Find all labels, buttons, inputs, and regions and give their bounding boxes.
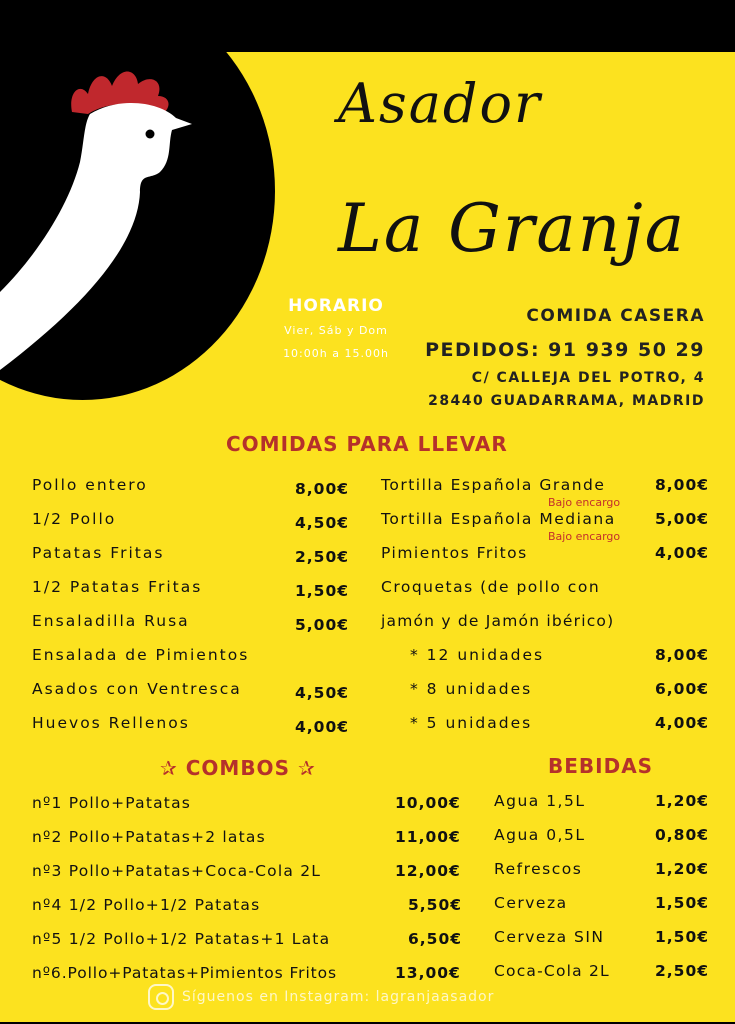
combos-title-block (160, 756, 316, 780)
combos-title: COMBOS (185, 756, 290, 780)
list-item: nº1 Pollo+Patatas (32, 794, 192, 812)
item-price: 4,00€ (655, 714, 710, 732)
instagram-icon (148, 984, 174, 1010)
list-item: Agua 1,5L (494, 792, 586, 810)
brand-title-line2: La Granja (338, 190, 687, 267)
list-item: * 8 unidades (410, 680, 533, 698)
list-item: Cerveza SIN (494, 928, 605, 946)
horario-hours: 10:00h a 15.00h (283, 347, 389, 360)
brand-title-line1: Asador (338, 72, 542, 135)
item-price: 4,00€ (295, 718, 350, 736)
item-price: 8,00€ (655, 646, 710, 664)
item-price: 4,00€ (655, 544, 710, 562)
address-city: 28440 GUADARRAMA, MADRID (428, 393, 705, 409)
list-item: 1/2 Pollo (32, 510, 117, 528)
star-icon: ✰ (297, 756, 316, 780)
list-item: jamón y de Jamón ibérico) (381, 612, 615, 630)
item-price: 1,50€ (295, 582, 350, 600)
item-price: 10,00€ (395, 794, 461, 812)
item-price: 4,50€ (295, 514, 350, 532)
list-item: Patatas Fritas (32, 544, 165, 562)
menu-poster (0, 52, 735, 1022)
list-item: Pollo entero (32, 476, 148, 494)
item-price: 5,50€ (408, 896, 463, 914)
item-price: 13,00€ (395, 964, 461, 982)
comidas-para-llevar-title: COMIDAS PARA LLEVAR (226, 432, 508, 456)
item-price: 11,00€ (395, 828, 461, 846)
bebidas-title: BEBIDAS (548, 754, 654, 778)
list-item: nº4 1/2 Pollo+1/2 Patatas (32, 896, 261, 914)
list-item: nº3 Pollo+Patatas+Coca-Cola 2L (32, 862, 322, 880)
horario-days: Vier, Sáb y Dom (284, 324, 388, 337)
instagram-link[interactable] (148, 984, 494, 1010)
rooster-logo (0, 52, 260, 392)
list-item: * 5 unidades (410, 714, 533, 732)
list-item: Refrescos (494, 860, 583, 878)
item-price: 2,50€ (655, 962, 710, 980)
item-price: 1,20€ (655, 792, 710, 810)
list-item: nº2 Pollo+Patatas+2 latas (32, 828, 266, 846)
item-price: 5,00€ (295, 616, 350, 634)
list-item: Agua 0,5L (494, 826, 586, 844)
list-item: Coca-Cola 2L (494, 962, 610, 980)
list-item: nº5 1/2 Pollo+1/2 Patatas+1 Lata (32, 930, 331, 948)
item-price: 6,00€ (655, 680, 710, 698)
list-item: Cerveza (494, 894, 568, 912)
star-icon: ✰ (160, 756, 178, 780)
list-item: Ensalada de Pimientos (32, 646, 250, 664)
horario-label: HORARIO (288, 296, 384, 316)
item-price: 2,50€ (295, 548, 350, 566)
item-price: 1,50€ (655, 894, 710, 912)
list-item: Pimientos Fritos (381, 544, 528, 562)
item-price: 0,80€ (655, 826, 710, 844)
item-price: 6,50€ (408, 930, 463, 948)
list-item: nº6.Pollo+Patatas+Pimientos Fritos (32, 964, 337, 982)
list-item: Tortilla Española Mediana (381, 510, 616, 528)
instagram-text: Síguenos en Instagram: lagranjaasador (182, 989, 495, 1005)
item-price: 1,50€ (655, 928, 710, 946)
item-price: 8,00€ (295, 480, 350, 498)
address-street: C/ CALLEJA DEL POTRO, 4 (471, 370, 705, 386)
item-price: 1,20€ (655, 860, 710, 878)
bajo-encargo-note: Bajo encargo (548, 496, 621, 509)
item-price: 12,00€ (395, 862, 461, 880)
list-item: Asados con Ventresca (32, 680, 242, 698)
list-item: Tortilla Española Grande (381, 476, 606, 494)
item-price: 4,50€ (295, 684, 350, 702)
list-item: Huevos Rellenos (32, 714, 190, 732)
item-price: 8,00€ (655, 476, 710, 494)
horario-block (262, 296, 410, 360)
list-item: 1/2 Patatas Fritas (32, 578, 203, 596)
list-item: Croquetas (de pollo con (381, 578, 601, 596)
list-item: Ensaladilla Rusa (32, 612, 190, 630)
item-price: 5,00€ (655, 510, 710, 528)
pedidos-phone: PEDIDOS: 91 939 50 29 (425, 339, 705, 361)
comida-casera: COMIDA CASERA (526, 306, 705, 326)
list-item: * 12 unidades (410, 646, 545, 664)
bajo-encargo-note: Bajo encargo (548, 530, 621, 543)
